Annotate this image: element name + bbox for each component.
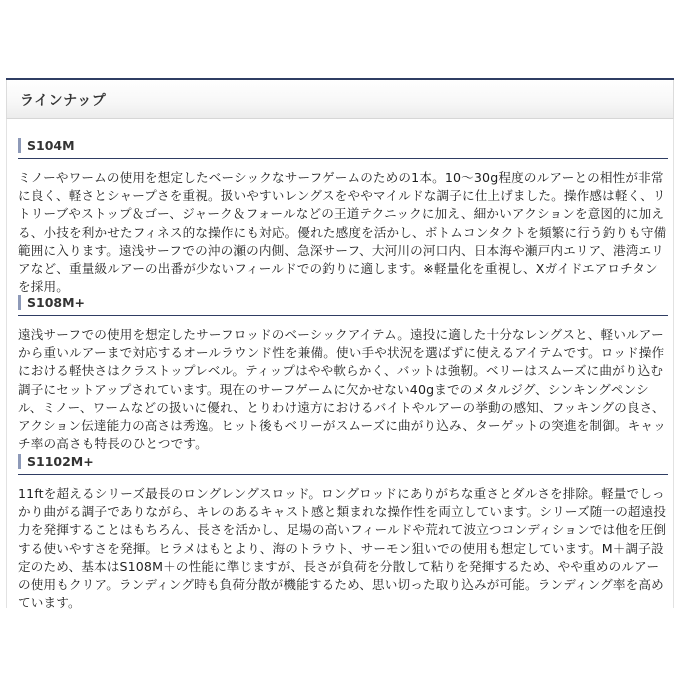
section-marker [18,454,21,469]
section-marker [18,295,21,310]
lineup-panel [6,78,674,611]
section-s1102m-plus [18,452,668,612]
section-header [18,293,668,316]
panel-header [6,80,674,119]
section-header [18,452,668,475]
section-description: 11ftを超えるシリーズ最長のロングレングスロッド。ロングロッドにありがちな重さとダルさを排除。軽量でしっかり曲がる調子でありながら、キレのあるキャスト感と類まれな操作性を両立しています。シリーズ随一の超遠投力を発揮することはもちろん、長さを活かし、足場の高いフィールドや荒れて波立つコンディションでは他を圧倒する使いやすさを発揮。ヒラメはもとより、海のトラウト、サーモン狙いでの使用も想定しています。M＋調子設定のため、基本はS108M＋の性能に準じますが、長さが負荷を分散して粘りを発揮するため、やや重めのルアーの使用もクリア。ランディング時も負荷分散が機能するため、思い切った取り込みが可能。ランディング率を高めています。 [18,486,667,611]
section-title: S108M+ [27,295,86,310]
section-title: S1102M+ [27,454,94,469]
section-marker [18,138,21,153]
section-s104m [18,136,668,296]
section-s108m-plus [18,293,668,453]
section-description: ミノーやワームの使用を想定したベーシックなサーフゲームのための1本。10～30g程度のルアーとの相性が非常に良く、軽さとシャープさを重視。扱いやすいレングスをややマイルドな調子に仕上げました。操作感は軽く、リトリーブやストップ＆ゴー、ジャーク＆フォールなどの王道テクニックに加え、細かいアクションを意図的に加える、小技を利かせたフィネス的な操作にも対応。優れた感度を活かし、ボトムコンタクトを頻繁に行う釣りも守備範囲に入ります。遠浅サーフでの沖の瀬の内側、急深サーフ、大河川の河口内、日本海や瀬戸内エリア、港湾エリアなど、重量級ルアーの出番が少ないフィールドでの釣りに適します。※軽量化を重視し、Xガイドエアロチタンを採用。 [18,170,667,295]
panel-title: ラインナップ [20,93,107,109]
section-header [18,136,668,159]
section-title: S104M [27,138,75,153]
section-description: 遠浅サーフでの使用を想定したサーフロッドのベーシックアイテム。遠投に適した十分なレングスと、軽いルアーから重いルアーまで対応するオールラウンド性を兼備。使い手や状況を選ばずに使えるアイテムです。ロッド操作における軽快さはクラストップレベル。ティップはやや軟らかく、バットは強靭。ベリーはスムーズに曲がり込む調子にセットアップされています。現在のサーフゲームに欠かせない40gまでのメタルジグ、シンキングペンシル、ミノー、ワームなどの扱いに優れ、とりわけ遠方におけるバイトやルアーの挙動の感知、フッキングの良さ、アクション伝達能力の高さは秀逸。ヒット後もベリーがスムーズに曲がり込み、ターゲットの突進を制御。キャッチ率の高さも特長のひとつです。 [18,327,666,452]
